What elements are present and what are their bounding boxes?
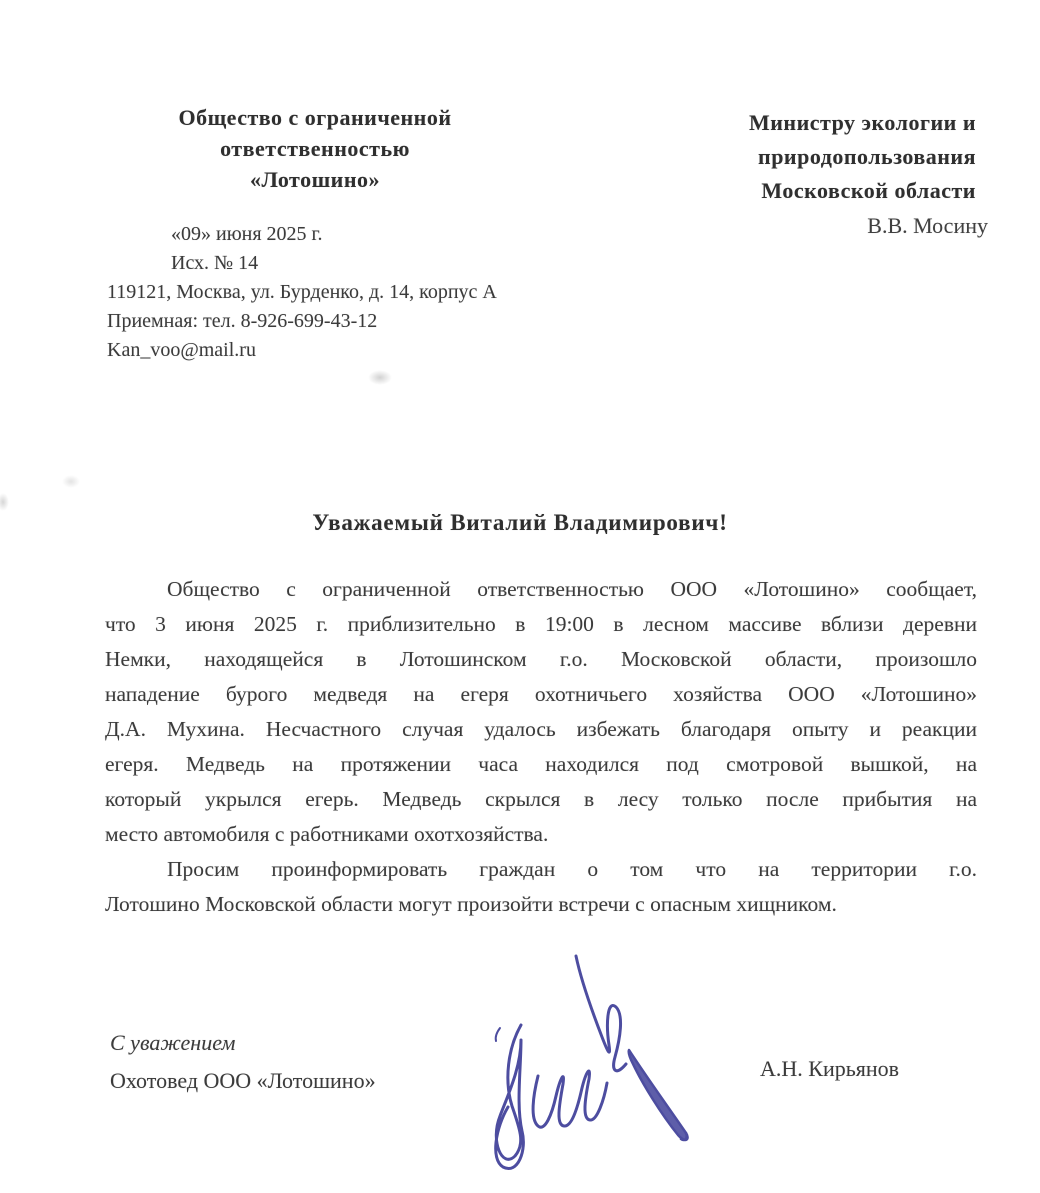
- handwritten-signature-icon: [445, 928, 735, 1188]
- letter-body: [105, 572, 977, 922]
- signer-name: А.Н. Кирьянов: [760, 1056, 900, 1081]
- sender-line-3: «Лотошино»: [250, 167, 380, 192]
- signature-stroke-vee: [576, 956, 626, 1071]
- scan-smudge: [368, 370, 392, 385]
- body-line: Немки, находящейся в Лотошинском г.о. Московской области, произошло: [105, 647, 977, 671]
- recipient-line-3: Московской области: [761, 178, 976, 203]
- letterhead-recipient: [668, 106, 988, 243]
- body-line: Общество с ограниченной ответственностью ООО «Лотошино» сообщает,: [167, 577, 977, 601]
- signature-stroke-tick: [496, 1028, 500, 1041]
- recipient-line-1: Министру экологии и: [748, 110, 976, 135]
- body-line: нападение бурого медведя на егеря охотничьего хозяйства ООО «Лотошино»: [105, 682, 977, 706]
- sender-line-2: ответственностью: [220, 136, 410, 161]
- recipient-line-2: природопользования: [758, 144, 976, 169]
- date-line: «09» июня 2025 г.: [171, 223, 323, 245]
- salutation: Уважаемый Виталий Владимирович!: [312, 510, 728, 535]
- body-line: Просим проинформировать граждан о том что на территории г.о.: [167, 857, 977, 881]
- body-line: егеря. Медведь на протяжении часа находился под смотровой вышкой, на: [105, 752, 977, 776]
- signature-stroke-left-loops: [496, 1025, 524, 1169]
- signoff-block: [110, 1024, 376, 1100]
- scan-smudge: [0, 493, 9, 511]
- body-line: который укрылся егерь. Медведь скрылся в лесу только после прибытия на: [105, 787, 977, 811]
- reference-block: [107, 220, 497, 365]
- signoff-regards: С уважением: [110, 1030, 236, 1055]
- body-line: Лотошино Московской области могут произойти встречи с опасным хищником.: [105, 892, 837, 916]
- recipient-name: В.В. Мосину: [867, 213, 988, 238]
- email-line: Kan_voo@mail.ru: [107, 339, 256, 361]
- signature-stroke-zigzag: [533, 1071, 607, 1127]
- letterhead-sender: [125, 102, 505, 195]
- signoff-position: Охотовед ООО «Лотошино»: [110, 1068, 376, 1093]
- signature-stroke-leaf: [629, 1050, 688, 1140]
- scan-smudge: [62, 475, 80, 488]
- body-line: Д.А. Мухина. Несчастного случая удалось избежать благодаря опыту и реакции: [105, 717, 977, 741]
- body-line: что 3 июня 2025 г. приблизительно в 19:00 в лесном массиве вблизи деревни: [105, 612, 977, 636]
- outgoing-number-line: Исх. № 14: [171, 252, 259, 274]
- body-line: место автомобиля с работниками охотхозяйства.: [105, 822, 549, 846]
- sender-line-1: Общество с ограниченной: [178, 105, 452, 130]
- phone-line: Приемная: тел. 8-926-699-43-12: [107, 310, 378, 332]
- address-line: 119121, Москва, ул. Бурденко, д. 14, корпус А: [107, 281, 497, 303]
